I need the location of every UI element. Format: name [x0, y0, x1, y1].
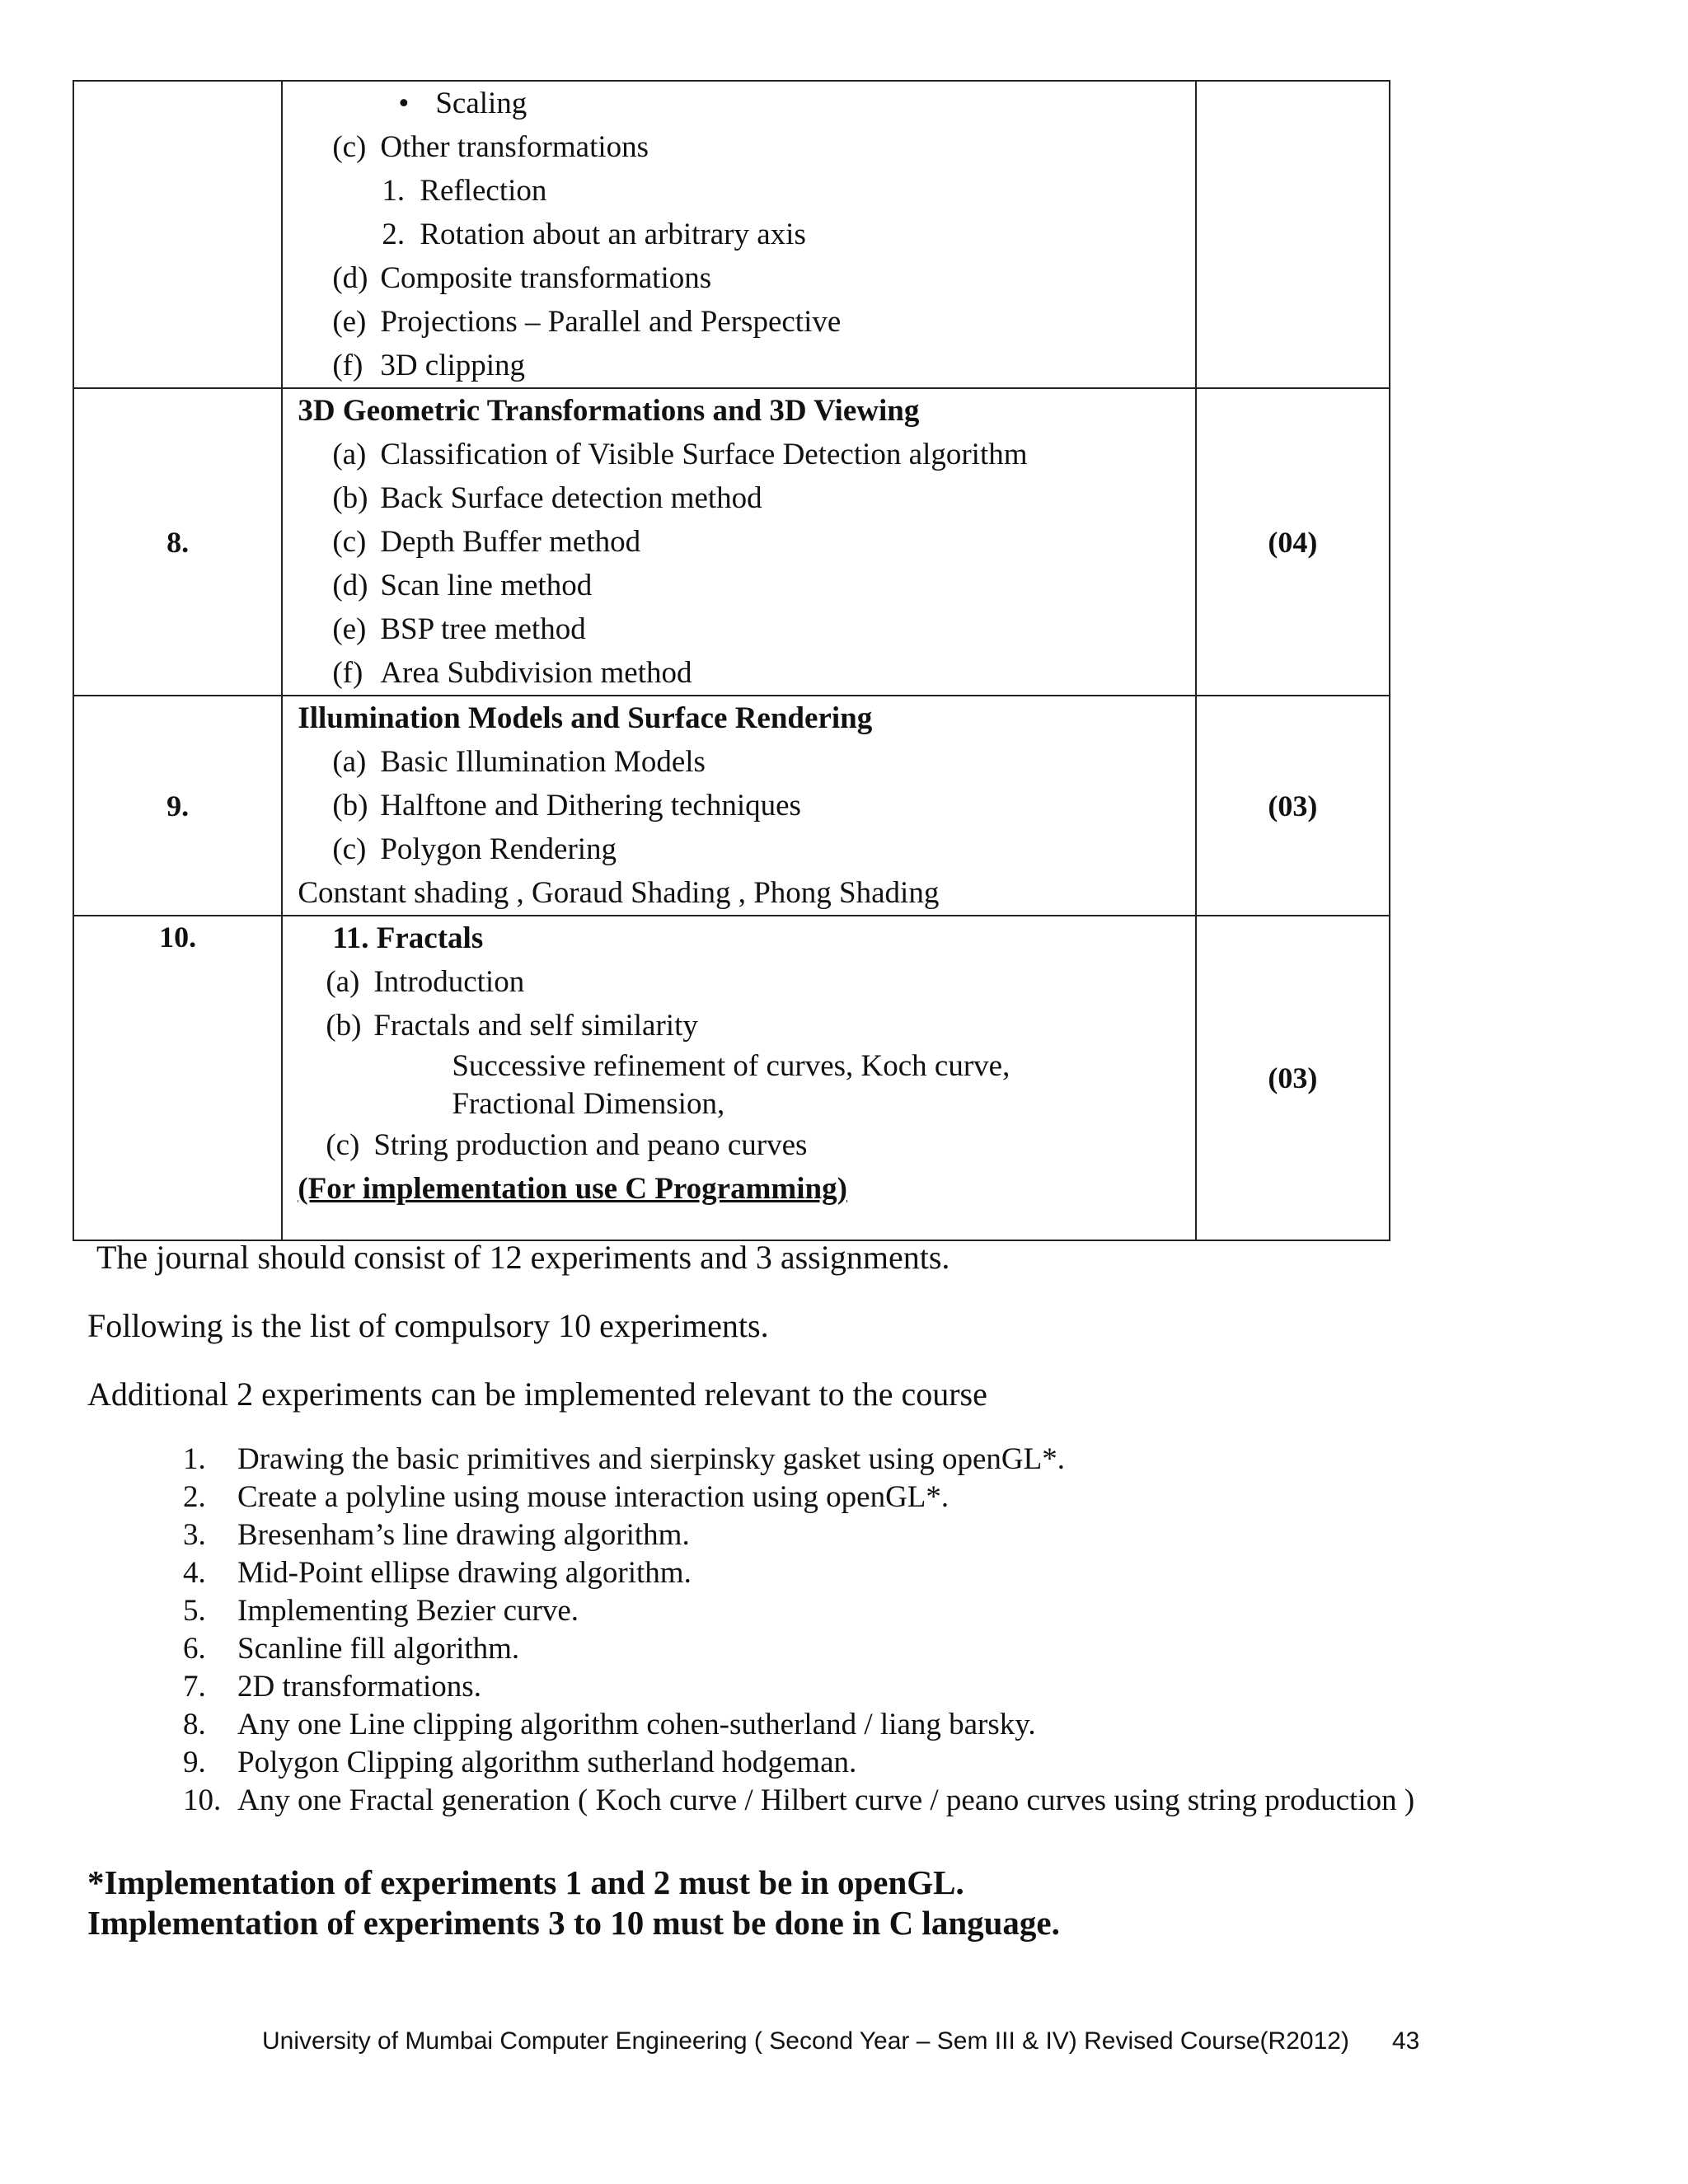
hours-cell: (03) — [1196, 696, 1390, 916]
list-item: 9. Polygon Clipping algorithm sutherland hodgeman. — [183, 1746, 857, 1779]
list-item: (c) Other transformations — [332, 130, 649, 164]
opengl-note: *Implementation of experiments 1 and 2 must be in openGL. — [87, 1863, 964, 1901]
list-item: 2. Rotation about an arbitrary axis — [382, 218, 806, 251]
list-item: (d) Composite transformations — [332, 261, 712, 295]
list-item: 2. Create a polyline using mouse interaction using openGL*. — [183, 1480, 950, 1514]
list-item: 4. Mid-Point ellipse drawing algorithm. — [183, 1556, 692, 1590]
list-item: (b) Fractals and self similarity — [326, 1009, 698, 1043]
list-item: (a) Classification of Visible Surface Detection algorithm — [332, 438, 1028, 471]
list-item: 10. Any one Fractal generation ( Koch curve / Hilbert curve / peano curves using string production ) — [183, 1783, 1415, 1817]
list-item: (a) Introduction — [326, 965, 525, 999]
list-item: 6. Scanline fill algorithm. — [183, 1632, 520, 1666]
list-item: (b) Halftone and Dithering techniques — [332, 789, 801, 823]
hours-cell: (03) — [1196, 916, 1390, 1240]
additional-paragraph: Additional 2 experiments can be implemented relevant to the course — [87, 1376, 987, 1413]
list-item-detail: Successive refinement of curves, Koch curve, — [452, 1049, 1010, 1083]
list-item: (c) Polygon Rendering — [332, 832, 617, 866]
module-content-cell — [282, 388, 1195, 696]
module-content-cell — [282, 81, 1195, 388]
hours-cell: (04) — [1196, 388, 1390, 696]
bullet-icon: • — [398, 87, 410, 120]
list-item: 3. Bresenham’s line drawing algorithm. — [183, 1518, 690, 1552]
module-heading: Illumination Models and Surface Rendering — [298, 701, 873, 735]
implementation-note: (For implementation use C Programming) — [298, 1172, 847, 1206]
list-item: (a) Basic Illumination Models — [332, 745, 706, 779]
c-language-note: Implementation of experiments 3 to 10 must be done in C language. — [87, 1904, 1060, 1942]
list-item: (c) Depth Buffer method — [332, 525, 641, 559]
module-number-cell: 8. — [73, 388, 282, 696]
list-item: 5. Implementing Bezier curve. — [183, 1594, 579, 1628]
footer-text: University of Mumbai Computer Engineering ( Second Year – Sem III & IV) Revised Course(R2012) — [262, 2027, 1349, 2055]
module-number-cell: 10. — [73, 916, 282, 1240]
list-item: 1. Drawing the basic primitives and sierpinsky gasket using openGL*. — [183, 1442, 1065, 1476]
list-item: 7. 2D transformations. — [183, 1670, 481, 1704]
list-item: (e) Projections – Parallel and Perspective — [332, 305, 842, 339]
module-content-cell — [282, 696, 1195, 916]
list-item: (b) Back Surface detection method — [332, 481, 762, 515]
list-item-detail: Fractional Dimension, — [452, 1087, 725, 1121]
compulsory-paragraph: Following is the list of compulsory 10 experiments. — [87, 1307, 769, 1344]
list-item: (c) String production and peano curves — [326, 1128, 808, 1162]
journal-paragraph: The journal should consist of 12 experiments and 3 assignments. — [96, 1239, 950, 1276]
module-number-cell: 9. — [73, 696, 282, 916]
table-row-module-10 — [73, 916, 1390, 1240]
module-heading: 11. Fractals — [332, 921, 484, 955]
list-item: • Scaling — [283, 82, 1194, 125]
list-item: (e) BSP tree method — [332, 612, 586, 646]
list-item: 8. Any one Line clipping algorithm cohen-sutherland / liang barsky. — [183, 1708, 1036, 1741]
table-row-module-8 — [73, 388, 1390, 696]
module-heading: 3D Geometric Transformations and 3D Viewing — [298, 394, 920, 428]
table-row-continued — [73, 81, 1390, 388]
syllabus-table — [73, 80, 1390, 1241]
list-item: (f) 3D clipping — [332, 349, 526, 382]
list-item: (d) Scan line method — [332, 569, 593, 602]
module-content-cell — [282, 916, 1195, 1240]
experiment-list — [183, 1441, 1414, 1820]
table-row-module-9 — [73, 696, 1390, 916]
shading-note: Constant shading , Goraud Shading , Phong Shading — [298, 876, 940, 910]
list-item: (f) Area Subdivision method — [332, 656, 692, 690]
page-number: 43 — [1391, 2027, 1420, 2055]
page-footer — [262, 2027, 1419, 2055]
hours-cell — [1196, 81, 1390, 388]
module-number-cell — [73, 81, 282, 388]
list-item: 1. Reflection — [382, 174, 547, 208]
